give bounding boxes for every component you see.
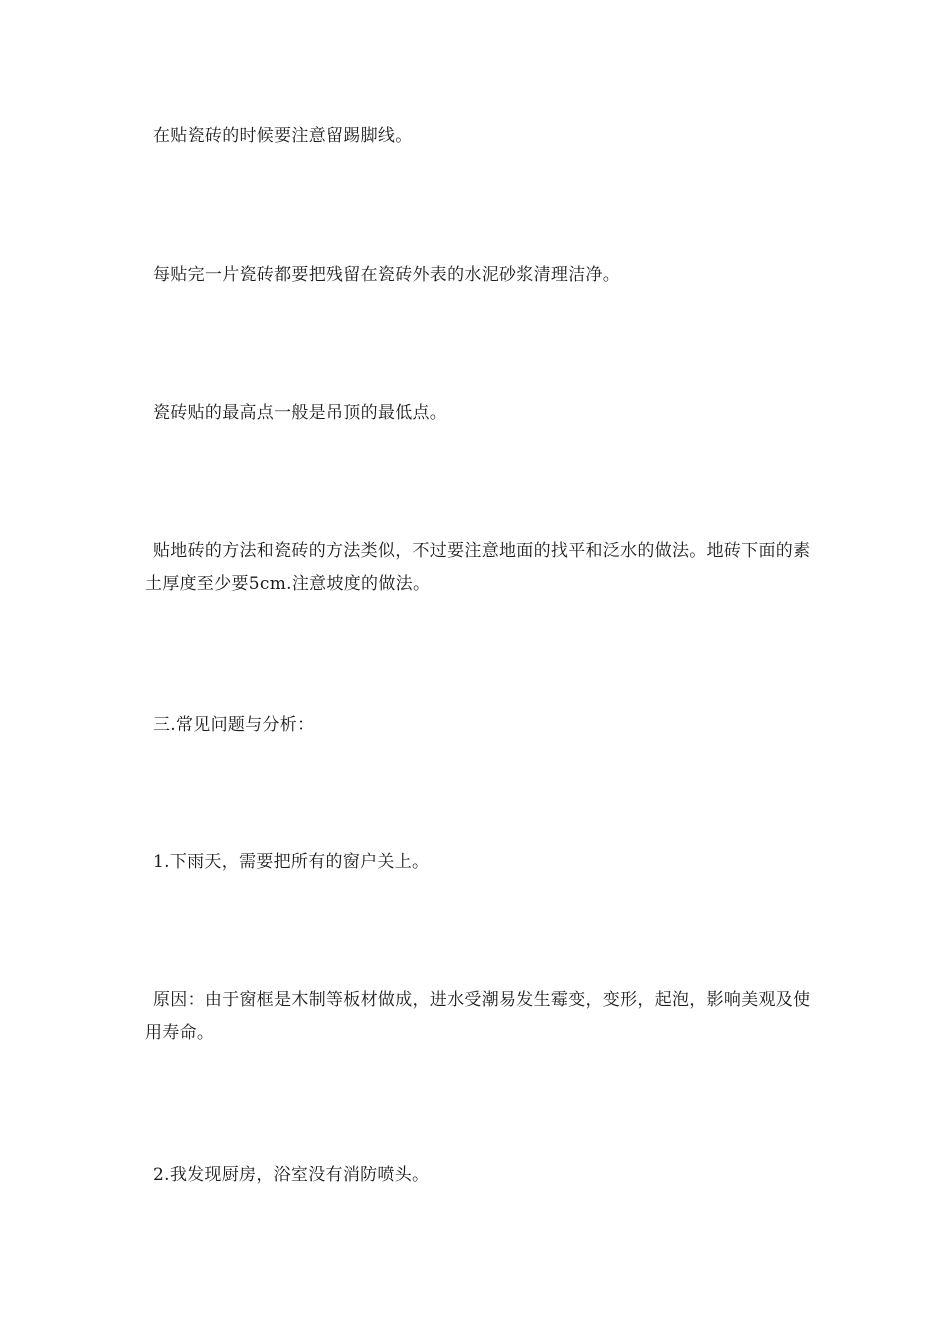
paragraph-skirting-line: 在贴瓷砖的时候要注意留踢脚线。 <box>153 126 413 146</box>
paragraph-reason: 原因：由于窗框是木制等板材做成，进水受潮易发生霉变，变形，起泡，影响美观及使用寿命。 <box>145 990 811 1043</box>
paragraph-clean-mortar: 每贴完一片瓷砖都要把残留在瓷砖外表的水泥砂浆清理洁净。 <box>153 265 621 285</box>
paragraph-floor-tiles: 贴地砖的方法和瓷砖的方法类似，不过要注意地面的找平和泛水的做法。地砖下面的素土厚度至少要5cm.注意坡度的做法。 <box>145 541 811 594</box>
section-heading-common-problems: 三.常见问题与分析： <box>153 715 315 735</box>
list-item-sprinkler: 2.我发现厨房，浴室没有消防喷头。 <box>153 1165 430 1185</box>
list-item-rainy-day: 1.下雨天，需要把所有的窗户关上。 <box>153 852 430 872</box>
paragraph-highest-point: 瓷砖贴的最高点一般是吊顶的最低点。 <box>153 403 448 423</box>
